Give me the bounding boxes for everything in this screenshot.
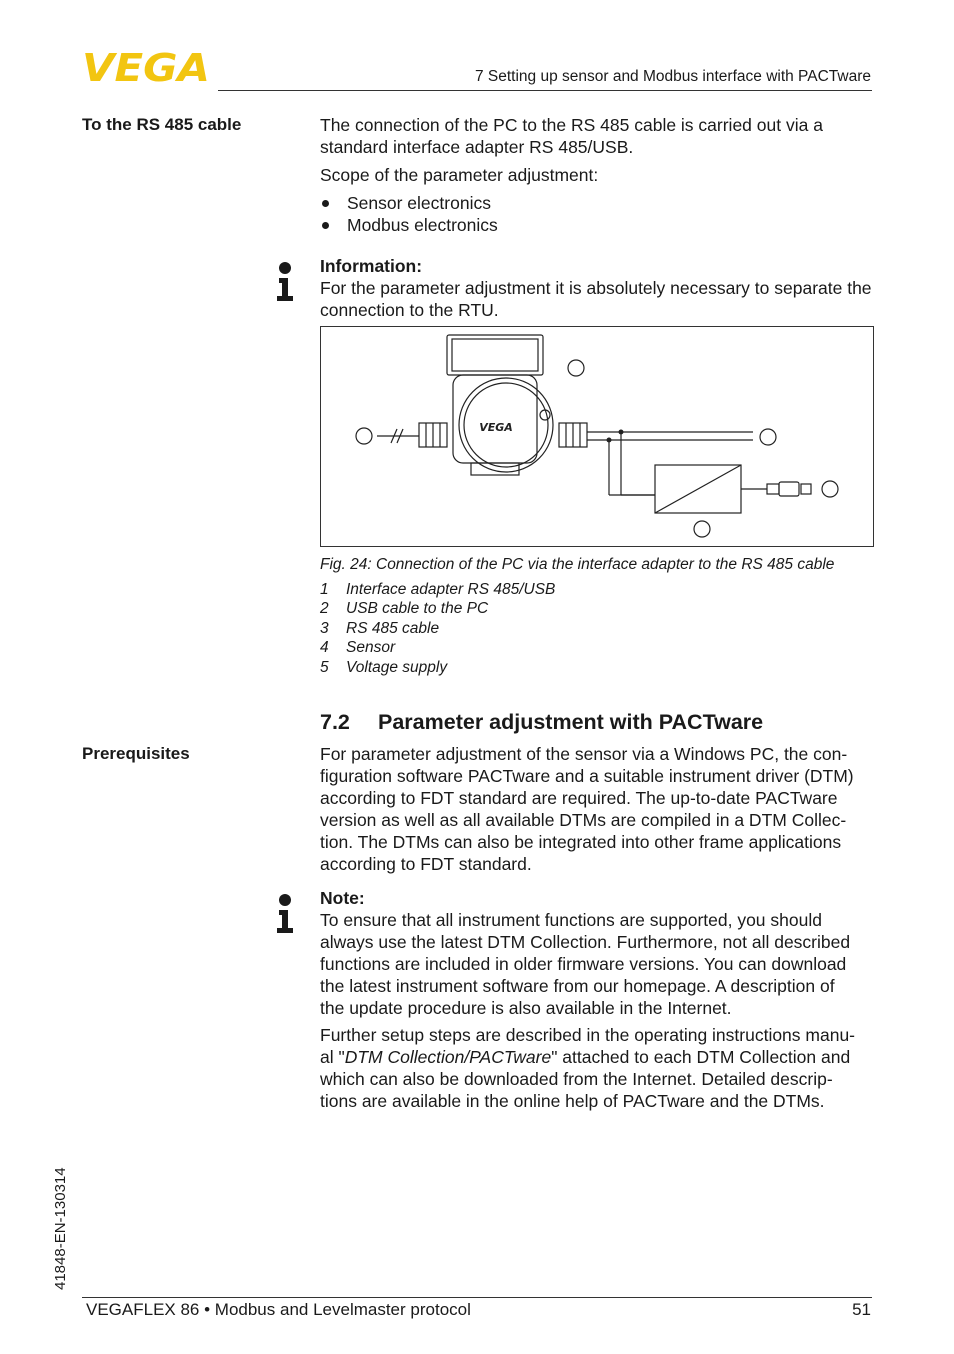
bullet-icon [322, 200, 329, 207]
figure-frame [320, 326, 874, 547]
document-id: 41848-EN-130314 [52, 1167, 69, 1290]
page-number: 51 [852, 1300, 871, 1319]
legend-item: 5 Voltage supply [320, 658, 448, 676]
rs485-intro [320, 114, 872, 158]
sensor-neck [471, 463, 519, 475]
bullet-icon [322, 222, 329, 229]
callout-circle [694, 521, 710, 537]
rs485-intro-text: The connection of the PC to the RS 485 cable is carried out via a standard interface adapter RS 485/USB. [320, 115, 823, 157]
footer-product: VEGAFLEX 86 • Modbus and Levelmaster protocol [86, 1300, 471, 1319]
ground-screw [540, 410, 550, 420]
callout-circle [356, 428, 372, 444]
further-steps-text: Further setup steps are described in the operating instructions manu- al "DTM Collection/PACTware" attached to each DTM Collection and which can also be downloaded from the Internet. Detailed descrip- tions are available in the online help of PACTware and the DTMs. [320, 1025, 856, 1111]
footer-divider [82, 1297, 872, 1298]
info-block [320, 255, 872, 321]
usb-plug [779, 482, 799, 496]
section-title: Parameter adjustment with PACTware [378, 710, 764, 734]
scope-text: Scope of the parameter adjustment: [320, 165, 599, 185]
list-item: Sensor electronics [320, 192, 498, 214]
legend-item: 2 USB cable to the PC [320, 600, 489, 618]
note-title: Note: [320, 888, 365, 908]
sensor-housing-inner [452, 339, 538, 371]
legend-item: 4 Sensor [320, 639, 396, 657]
rs485-side-label: To the RS 485 cable [82, 115, 242, 134]
vega-logo [82, 50, 212, 84]
section-number: 7.2 [320, 710, 350, 734]
figure-legend [320, 580, 555, 677]
scope-list [320, 192, 498, 236]
chapter-header: 7 Setting up sensor and Modbus interface with PACTware [474, 68, 871, 85]
dtm-collection-ref: DTM Collection/PACTware [344, 1047, 552, 1067]
header-divider [218, 90, 872, 91]
figure-caption: Fig. 24: Connection of the PC via the interface adapter to the RS 485 cable [320, 556, 835, 573]
info-text: For the parameter adjustment it is absolutely necessary to separate the connection to the RTU. [320, 278, 872, 320]
connection-diagram [321, 327, 873, 546]
note-block: Note: To ensure that all instrument functions are supported, you should always use the latest DTM Collection. Furthermore, not all described functions are included in older firmware versions. You can download the latest instrument software from our homepage. A description of the update procedure is also available in the Internet. [320, 887, 872, 1019]
list-item: Modbus electronics [320, 214, 498, 236]
note-icon [276, 894, 294, 934]
callout-circle [568, 360, 584, 376]
prerequisites-side-label: Prerequisites [82, 744, 190, 763]
callout-circle [760, 429, 776, 445]
sensor-housing-top [447, 335, 543, 375]
info-icon [276, 262, 294, 302]
legend-item: 1 Interface adapter RS 485/USB [320, 581, 556, 598]
prerequisites-text: For parameter adjustment of the sensor via a Windows PC, the con- figuration software PACTware and a suitable instrument driver (DTM) according to FDT standard are required. The up-to-date PACTware version as well as all available DTMs are compiled in a DTM Collec- tion. The DTMs can also be integrated into other frame applications according to FDT standard. [320, 744, 854, 874]
section-heading [320, 710, 763, 735]
logo-text: VEGA [82, 50, 210, 84]
device-logo: VEGA [479, 421, 513, 434]
info-title: Information: [320, 256, 423, 276]
legend-item: 3 RS 485 cable [320, 619, 440, 637]
callout-circle [822, 481, 838, 497]
